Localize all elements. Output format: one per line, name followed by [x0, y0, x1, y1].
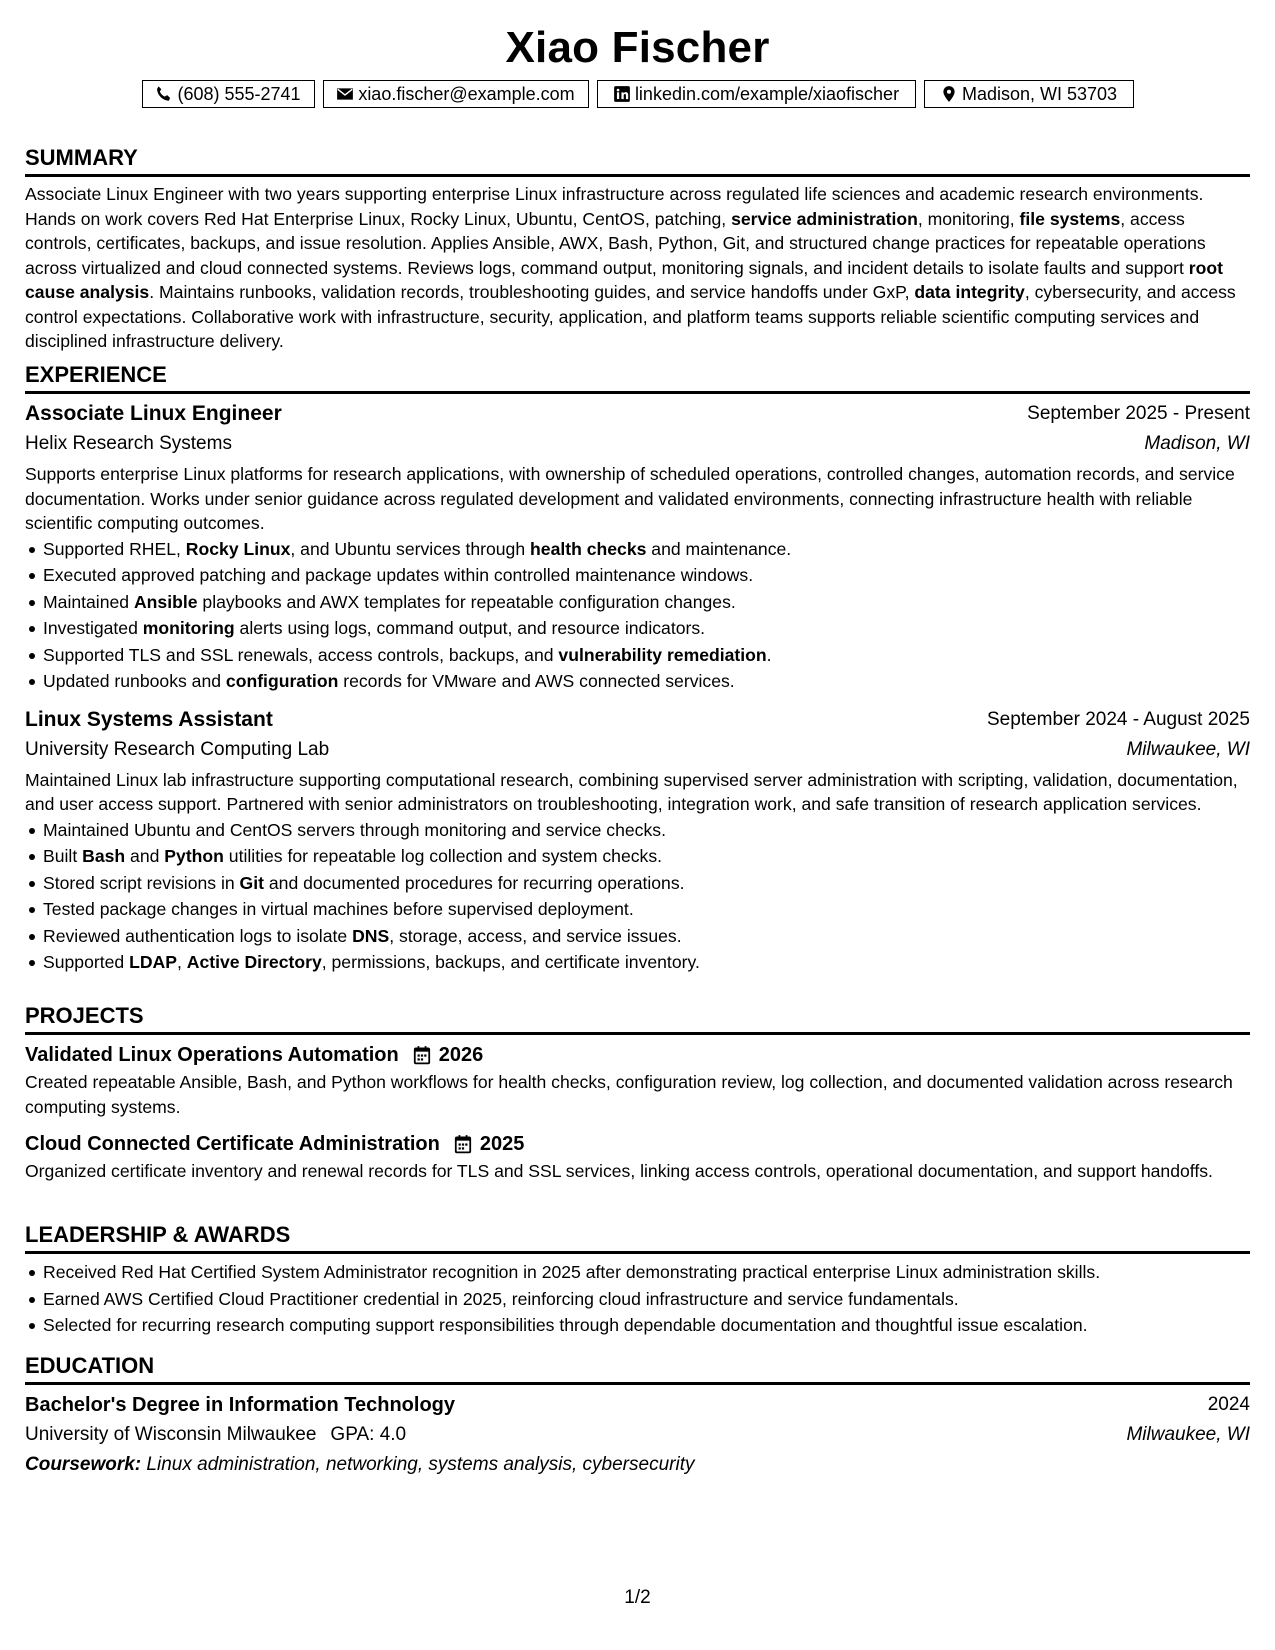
job-title: Linux Systems Assistant: [25, 707, 273, 731]
section-divider: [25, 174, 1250, 177]
project-title: Validated Linux Operations Automation: [25, 1044, 399, 1066]
leadership-section: [25, 1221, 1250, 1339]
list-item: Stored script revisions in Git and documented procedures for recurring operations.: [25, 870, 1250, 897]
projects-section: [25, 1002, 1250, 1184]
project-description: Organized certificate inventory and renewal records for TLS and SSL services, linking access controls, operational documentation, and support handoffs.: [25, 1161, 1213, 1181]
calendar-icon: [454, 1134, 472, 1154]
summary-section: [25, 144, 1250, 354]
phone-number: (608) 555-2741: [177, 83, 301, 104]
leadership-heading: LEADERSHIP & AWARDS: [25, 1222, 291, 1247]
project-title: Cloud Connected Certificate Administration: [25, 1133, 440, 1155]
company-name: Helix Research Systems: [25, 433, 232, 454]
page-number: 1/2: [624, 1587, 651, 1608]
section-divider: [25, 1382, 1250, 1385]
job-description: Supports enterprise Linux platforms for research applications, with ownership of scheduled operations, controlled changes, automation records, and service documentation. Works under senior guidance across regulated development and validated environments, connecting infrastructure health with reliable scientific computing outcomes.: [25, 464, 1235, 533]
school-line: [25, 1420, 406, 1450]
list-item: Reviewed authentication logs to isolate DNS, storage, access, and service issues.: [25, 923, 1250, 950]
contact-linkedin[interactable]: [597, 80, 916, 108]
list-item: Supported RHEL, Rocky Linux, and Ubuntu services through health checks and maintenance.: [25, 536, 1250, 563]
job-title: Associate Linux Engineer: [25, 402, 282, 425]
summary-text: Associate Linux Engineer with two years supporting enterprise Linux infrastructure across regulated life sciences and academic research environments. Hands on work covers Red Hat Enterprise Linux, Rocky Linux, Ubuntu, CentOS, patching, service administration, monitoring, file systems, access controls, certificates, backups, and issue resolution. Applies Ansible, AWX, Bash, Python, Git, and structured change practices for repeatable operations across virtualized and cloud connected systems. Reviews logs, command output, monitoring signals, and incident details to isolate faults and support root cause analysis. Maintains runbooks, validation records, troubleshooting guides, and service handoffs under GxP, data integrity, cybersecurity, and access control expectations. Collaborative work with infrastructure, security, application, and platform teams supports reliable scientific computing services and disciplined infrastructure delivery.: [25, 184, 1236, 351]
calendar-icon: [413, 1045, 431, 1065]
job-dates: September 2025 - Present: [1027, 403, 1250, 424]
contact-email[interactable]: [323, 80, 589, 108]
job-entry: [25, 705, 1250, 976]
envelope-icon: [336, 85, 354, 103]
list-item: Updated runbooks and configuration records for VMware and AWS connected services.: [25, 668, 1250, 695]
job-location: Milwaukee, WI: [1126, 738, 1250, 760]
location-text: Madison, WI 53703: [961, 83, 1118, 104]
project-year: 2025: [479, 1133, 525, 1155]
experience-section: [25, 361, 1250, 976]
degree-title: Bachelor's Degree in Information Technology: [25, 1394, 456, 1416]
project-description: Created repeatable Ansible, Bash, and Python workflows for health checks, configuration review, log collection, and documented validation across research computing systems.: [25, 1072, 1233, 1117]
project-entry: [25, 1129, 1250, 1184]
email-address: xiao.fischer@example.com: [358, 83, 575, 104]
section-divider: [25, 391, 1250, 394]
projects-heading: PROJECTS: [25, 1003, 144, 1028]
list-item: Investigated monitoring alerts using logs, command output, and resource indicators.: [25, 615, 1250, 642]
project-year: 2026: [438, 1044, 484, 1066]
section-divider: [25, 1032, 1250, 1035]
school-location: Milwaukee, WI: [1126, 1424, 1250, 1445]
candidate-name: Xiao Fischer: [505, 23, 770, 72]
award-bullets: [25, 1259, 1250, 1339]
phone-icon: [155, 85, 173, 103]
education-heading: EDUCATION: [25, 1353, 155, 1378]
contact-location: [924, 80, 1134, 108]
school-name: University of Wisconsin Milwaukee: [25, 1424, 317, 1445]
coursework-label: Coursework:: [25, 1454, 142, 1475]
list-item: Supported TLS and SSL renewals, access controls, backups, and vulnerability remediation.: [25, 642, 1250, 669]
coursework-line: [25, 1450, 1250, 1480]
section-divider: [25, 1251, 1250, 1254]
list-item: Built Bash and Python utilities for repeatable log collection and system checks.: [25, 843, 1250, 870]
linkedin-url: linkedin.com/example/xiaofischer: [634, 83, 900, 104]
project-entry: [25, 1040, 1250, 1119]
list-item: Received Red Hat Certified System Administrator recognition in 2025 after demonstrating practical enterprise Linux administration skills.: [25, 1259, 1250, 1286]
list-item: Maintained Ansible playbooks and AWX templates for repeatable configuration changes.: [25, 589, 1250, 616]
list-item: Selected for recurring research computing support responsibilities through dependable documentation and thoughtful issue escalation.: [25, 1312, 1250, 1339]
education-entry: [25, 1390, 1250, 1480]
list-item: Earned AWS Certified Cloud Practitioner credential in 2025, reinforcing cloud infrastructure and service fundamentals.: [25, 1286, 1250, 1313]
job-entry: [25, 399, 1250, 695]
contact-phone[interactable]: [142, 80, 315, 108]
experience-heading: EXPERIENCE: [25, 362, 167, 387]
map-pin-icon: [940, 85, 958, 103]
job-description: Maintained Linux lab infrastructure supporting computational research, combining supervised server administration with scripting, validation, documentation, and user access support. Partnered with senior administrators on troubleshooting, integration work, and safe transition of research application services.: [25, 769, 1238, 814]
job-location: Madison, WI: [1144, 433, 1250, 454]
job-dates: September 2024 - August 2025: [986, 708, 1250, 730]
coursework-list: Linux administration, networking, systems analysis, cybersecurity: [146, 1454, 695, 1475]
list-item: Supported LDAP, Active Directory, permissions, backups, and certificate inventory.: [25, 949, 1250, 976]
linkedin-icon: [613, 85, 631, 103]
gpa: GPA: 4.0: [330, 1424, 407, 1445]
company-name: University Research Computing Lab: [25, 738, 330, 760]
list-item: Maintained Ubuntu and CentOS servers through monitoring and service checks.: [25, 817, 1250, 844]
resume-page: [25, 0, 1250, 1650]
summary-heading: SUMMARY: [25, 145, 138, 170]
job-bullets: [25, 817, 1250, 976]
contact-bar: [25, 80, 1250, 108]
education-section: [25, 1352, 1250, 1480]
job-bullets: [25, 536, 1250, 695]
list-item: Executed approved patching and package updates within controlled maintenance windows.: [25, 562, 1250, 589]
list-item: Tested package changes in virtual machines before supervised deployment.: [25, 896, 1250, 923]
graduation-year: 2024: [1207, 1394, 1250, 1415]
